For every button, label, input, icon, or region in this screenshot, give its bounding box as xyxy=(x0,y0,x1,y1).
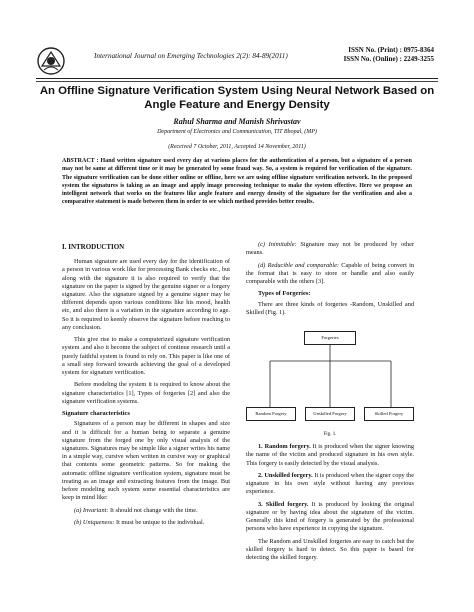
intro-paragraph-2: This give rise to make a computerized signature verification system .and also it become the subject of continue research until a purely faithful system is found to rely on. This paper is like one of a small step forward towards achieving the goal of a developed system for signature verification. xyxy=(62,336,230,377)
issn-print: ISSN No. (Print) : 0975-8364 xyxy=(348,46,434,54)
list-item-reducible xyxy=(246,262,414,287)
header-rule-thin xyxy=(36,81,438,82)
journal-logo-icon xyxy=(36,46,66,76)
abstract xyxy=(62,157,412,207)
intro-paragraph-3: Before modeling the system it is required to know about the signature characteristics [1], Types of forgeries [2] and also the signature verification systems. xyxy=(62,381,230,405)
journal-name: International Journal on Emerging Technologies 2(2): 84-89(2011) xyxy=(94,52,288,60)
characteristics-paragraph: Signatures of a person may be different in shapes and size and it is difficult for a human being to separate a genuine signature from the forged one by only visual analysis of the signatures. Signatures may be simple like a signer writes his name in a simple way, cursive when written in cursive way or graphical that contents some geometric patterns. So for making the automatic offline signature verification system, signature must be treating as an image and extracting features from the image. But before modeling such system some essential characteristics are keep in mind like: xyxy=(62,420,230,502)
subsection-heading-characteristics: Signature characteristics xyxy=(62,410,130,418)
figure-label: Skilled Forgery xyxy=(374,411,404,417)
forgery-item-random xyxy=(246,443,414,468)
list-item-text: It must be unique to the individual. xyxy=(115,519,205,527)
list-item-label: (b) Uniqueness: xyxy=(74,519,115,527)
right-column xyxy=(246,241,414,567)
forgery-item-unskilled xyxy=(246,472,414,497)
list-item-uniqueness xyxy=(62,519,230,527)
forgery-item-skilled xyxy=(246,501,414,534)
list-item-label: (c) Inimitable: xyxy=(258,241,297,248)
forgery-types-figure xyxy=(246,321,414,439)
figure-box-skilled xyxy=(364,407,414,421)
subsection-heading-forgeries: Types of Forgeries: xyxy=(258,290,311,298)
intro-paragraph-1: Human signature are used every day for the identification of a person in various work like for processing Bank checks etc., but along with the signature it is also required to verify that the signature on the paper is signed by the genuine signer or a forgery signature. Also the signature signed by a genuine signer may be different depends upon various conditions like his mood, health etc, and also there is a variation in the signature according to age. So it is required to keenly observe the signature before reaching to any conclusion. xyxy=(62,258,230,331)
closing-paragraph: The Random and Unskilled forgeries are easy to catch but the skilled forgery is hard to detect. So this paper is based for detecting the skilled forgery. xyxy=(246,537,414,562)
list-item-label: (d) Reducible and comparable: xyxy=(258,261,339,269)
section-heading-introduction: I. INTRODUCTION xyxy=(62,243,125,251)
figure-box-forgeries xyxy=(304,331,356,345)
figure-label: Random Forgery xyxy=(255,411,287,417)
figure-label: Forgeries xyxy=(321,335,339,341)
figure-label: Unskilled Forgery xyxy=(313,411,347,417)
list-item-inimitable xyxy=(246,241,414,257)
issn-block xyxy=(344,46,434,64)
paper-authors: Rahul Sharma and Manish Shrivastav xyxy=(173,117,301,126)
abstract-label: ABSTRACT : xyxy=(62,158,99,164)
issn-online: ISSN No. (Online) : 2249-3255 xyxy=(343,55,434,63)
forgery-item-label: 1. Random forgery. xyxy=(258,443,311,451)
left-column xyxy=(62,241,230,531)
list-item-invariant xyxy=(62,507,230,515)
figure-box-unskilled xyxy=(305,407,355,421)
forgery-item-text: It is produced when the signer copy the signature in his own style without having any previous experience. xyxy=(246,471,415,496)
figure-box-random xyxy=(246,407,296,421)
received-dates: (Received 7 October, 2011, Accepted 14 November, 2011) xyxy=(168,144,306,150)
list-item-text: Signature may not be produced by other means. xyxy=(246,241,415,257)
paper-title: An Offline Signature Verification System Using Neural Network Based on Angle Feature and Energy Density xyxy=(39,85,435,111)
forgeries-intro: There are three kinds of forgeries -Random, Unskilled and Skilled (Fig. 1). xyxy=(246,300,414,316)
list-item-label: (a) Invariant: xyxy=(74,506,109,514)
author-affiliation: Department of Electronics and Communication, TIT Bhopal, (MP) xyxy=(157,129,317,135)
forgery-item-text: It is produced when the signer knowing the name of the victim and produced signature in his own style. This forgery is easily detected by the visual analysis. xyxy=(246,443,414,467)
list-item-text: It should not change with the time. xyxy=(110,506,198,514)
figure-caption: Fig. 1. xyxy=(323,431,337,437)
forgery-item-label: 3. Skilled forgery. xyxy=(258,500,309,508)
header-rule xyxy=(36,78,438,79)
forgery-item-text: It is produced by looking the original signature or by having idea about the signature of the victim. Generally this kind of forgery is generated by the professional persons who have experience in copying the signature. xyxy=(246,500,414,533)
forgery-item-label: 2. Unskilled forgery. xyxy=(258,471,313,479)
abstract-text: Hand written signature used every day at various places for the authentication of a person, but a signature of a person may not be same at different time or it may be generated by some fraud way. So, a system is required for verification of the signature. The signature verification can be done either online or offline, here we are using offline signature verification network. In the proposed system the signatures is taking as an image and apply image processing technique to make the system effective. Here we propose an intelligent network that works on the features like angle feature and energy density of the signature for the verification and also a comparative statement is made between them in order to see which method provides better results. xyxy=(62,158,412,206)
list-item-text: Capable of being convert in the format that is easy to store or handle and also easily comparable with the others [3]. xyxy=(246,261,414,285)
